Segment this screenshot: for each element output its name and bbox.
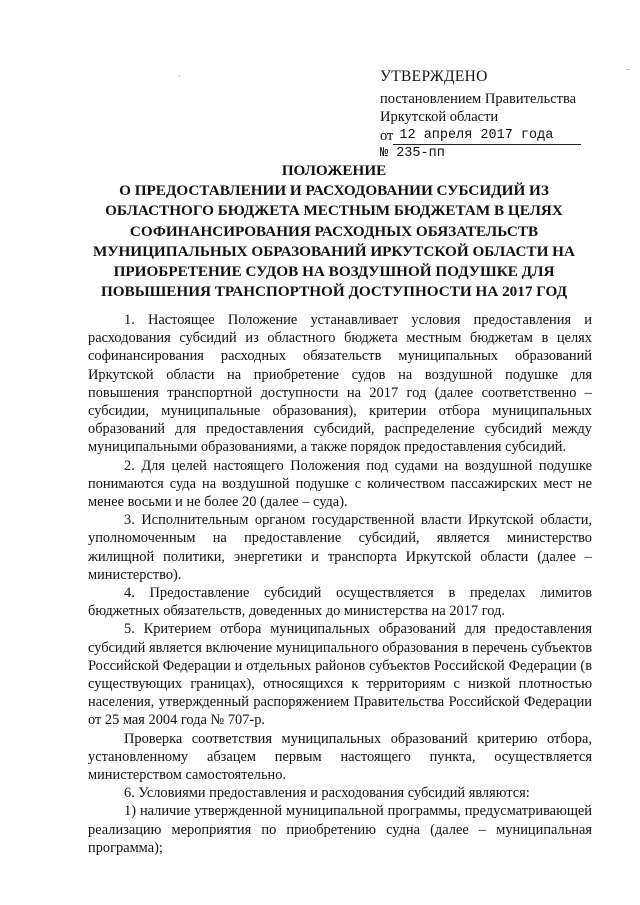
paragraph: Проверка соответствия муниципальных образований критерию отбора, установленному абзацем первым настоящего пункта, осуществляется министерством самостоятельно. bbox=[88, 730, 592, 784]
paragraph: 1) наличие утвержденной муниципальной программы, предусматривающей реализацию мероприятия по приобретению судна (далее – муниципальная программа); bbox=[88, 803, 592, 856]
approval-date-value: 12 апреля 2017 года bbox=[393, 128, 581, 145]
scan-mark: – bbox=[626, 64, 630, 73]
scan-mark: · bbox=[178, 72, 181, 81]
heading-line: МУНИЦИПАЛЬНЫХ ОБРАЗОВАНИЙ ИРКУТСКОЙ ОБЛАСТИ НА bbox=[93, 242, 575, 260]
paragraph: 4. Предоставление субсидий осуществляется в пределах лимитов бюджетных обязательств, доведенных до министерства на 2017 год. bbox=[88, 585, 592, 620]
paragraph: 1. Настоящее Положение устанавливает условия предоставления и расходования субсидий из областного бюджета местным бюджетам в целях софинансирования расходных обязательств муниципальных образований Иркутской области на приобретение судов на воздушной подушке для повышения транспортной доступности на 2017 год (далее соответственно – субсидии, муниципальные образования), критерии отбора муниципальных образований для предоставления субсидий, распределение субсидий между муниципальными образованиями, а также порядок предоставления субсидий. bbox=[88, 312, 592, 456]
document-body bbox=[88, 311, 592, 857]
heading-line: ОБЛАСТНОГО БЮДЖЕТА МЕСТНЫМ БЮДЖЕТАМ В ЦЕЛЯХ bbox=[105, 202, 563, 220]
approval-number: № 235-пп bbox=[380, 146, 445, 161]
paragraph: 6. Условиями предоставления и расходования субсидий являются: bbox=[124, 785, 530, 802]
heading-line: ПРИОБРЕТЕНИЕ СУДОВ НА ВОЗДУШНОЙ ПОДУШКЕ ДЛЯ bbox=[113, 263, 555, 281]
approval-date-prefix: от bbox=[380, 127, 394, 144]
approval-stamp bbox=[380, 68, 581, 164]
approval-line-1: постановлением Правительства bbox=[380, 90, 577, 107]
heading-line: ПОВЫШЕНИЯ ТРАНСПОРТНОЙ ДОСТУПНОСТИ НА 2017 ГОД bbox=[100, 283, 568, 301]
heading-line: СОФИНАНСИРОВАНИЯ РАСХОДНЫХ ОБЯЗАТЕЛЬСТВ bbox=[129, 222, 539, 240]
paragraph: 2. Для целей настоящего Положения под судами на воздушной подушке понимаются суда на воздушной подушке с количеством пассажирских мест не менее восьми и не более 20 (далее – суда). bbox=[88, 457, 592, 511]
heading-line: ПОЛОЖЕНИЕ bbox=[281, 162, 387, 179]
paragraph: 3. Исполнительным органом государственной власти Иркутской области, уполномоченным на предоставление субсидий, является министерство жилищной политики, энергетики и транспорта Иркутской области (далее – министерство). bbox=[88, 512, 592, 583]
approval-date-line bbox=[380, 127, 581, 146]
approval-line-2: Иркутской области bbox=[380, 109, 499, 125]
approval-title: УТВЕРЖДЕНО bbox=[380, 68, 488, 85]
heading-line: О ПРЕДОСТАВЛЕНИИ И РАСХОДОВАНИИ СУБСИДИЙ ИЗ bbox=[119, 182, 549, 200]
document-heading bbox=[60, 161, 608, 302]
paragraph: 5. Критерием отбора муниципальных образований для предоставления субсидий является включение муниципального образования в перечень субъектов Российской Федерации и отдельных районов субъектов Российской Федерации (в существующих границах), относящихся к территориям с низкой плотностью населения, утвержденный распоряжением Правительства Российской Федерации от 25 мая 2004 года № 707-р. bbox=[88, 621, 592, 729]
